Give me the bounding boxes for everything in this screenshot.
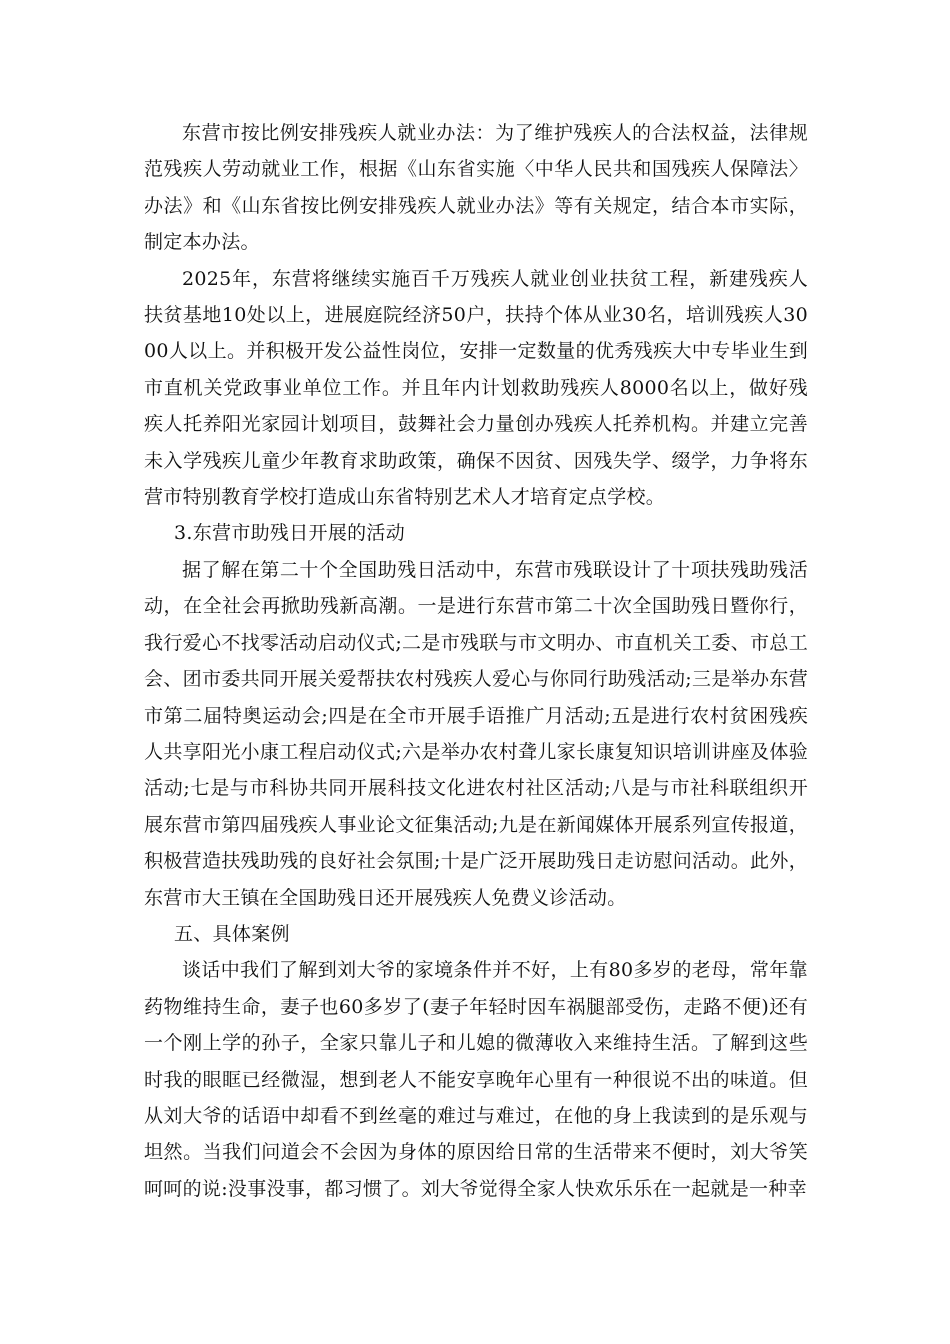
paragraph-disability-day-activities: 据了解在第二十个全国助残日活动中，东营市残联设计了十项扶残助残活动，在全社会再掀助残新高潮。一是进行东营市第二十次全国助残日暨你行，我行爱心不找零活动启动仪式;二是市残联与市文明办、市直机关工委、市总工会、团市委共同开展关爱帮扶农村残疾人爱心与你同行助残活动;三是举办东营市第二届特奥运动会;四是在全市开展手语推广月活动;五是进行农村贫困残疾人共享阳光小康工程启动仪式;六是举办农村聋儿家长康复知识培训讲座及体验活动;七是与市科协共同开展科技文化进农村社区活动;八是与市社科联组织开展东营市第四届残疾人事业论文征集活动;九是在新闻媒体开展系列宣传报道，积极营造扶残助残的良好社会氛围;十是广泛开展助残日走访慰问活动。此外，东营市大王镇在全国助残日还开展残疾人免费义诊活动。 xyxy=(144,558,808,909)
paragraph-2025-plan: 2025年，东营将继续实施百千万残疾人就业创业扶贫工程，新建残疾人扶贫基地10处以上，进展庭院经济50户，扶持个体从业30名，培训残疾人3000人以上。并积极开发公益性岗位，安排一定数量的优秀残疾大中专毕业生到市直机关党政事业单位工作。并且年内计划救助残疾人8000名以上，做好残疾人托养阳光家园计划项目，鼓舞社会力量创办残疾人托养机构。并建立完善未入学残疾儿童少年教育求助政策，确保不因贫、因残失学、缀学，力争将东营市特别教育学校打造成山东省特别艺术人才培育定点学校。 xyxy=(144,267,808,509)
document-body xyxy=(144,115,808,1207)
section-heading-case-study: 五、具体案例 xyxy=(174,922,290,945)
paragraph-case-study: 谈话中我们了解到刘大爷的家境条件并不好，上有80多岁的老母，常年靠药物维持生命，妻子也60多岁了(妻子年轻时因车祸腿部受伤，走路不便)还有一个刚上学的孙子，全家只靠儿子和儿媳的微薄收入来维持生活。了解到这些时我的眼眶已经微湿，想到老人不能安享晚年心里有一种很说不出的味道。但从刘大爷的话语中却看不到丝毫的难过与难过，在他的身上我读到的是乐观与坦然。当我们问道会不会因为身体的原因给日常的生活带来不便时，刘大爷笑呵呵的说:没事没事，都习惯了。刘大爷觉得全家人快欢乐乐在一起就是一种幸 xyxy=(144,959,808,1200)
paragraph-employment-measures: 东营市按比例安排残疾人就业办法：为了维护残疾人的合法权益，法律规范残疾人劳动就业工作，根据《山东省实施〈中华人民共和国残疾人保障法〉办法》和《山东省按比例安排残疾人就业办法》等有关规定，结合本市实际，制定本办法。 xyxy=(144,122,808,254)
section-heading-activities: 3.东营市助残日开展的活动 xyxy=(174,522,406,545)
